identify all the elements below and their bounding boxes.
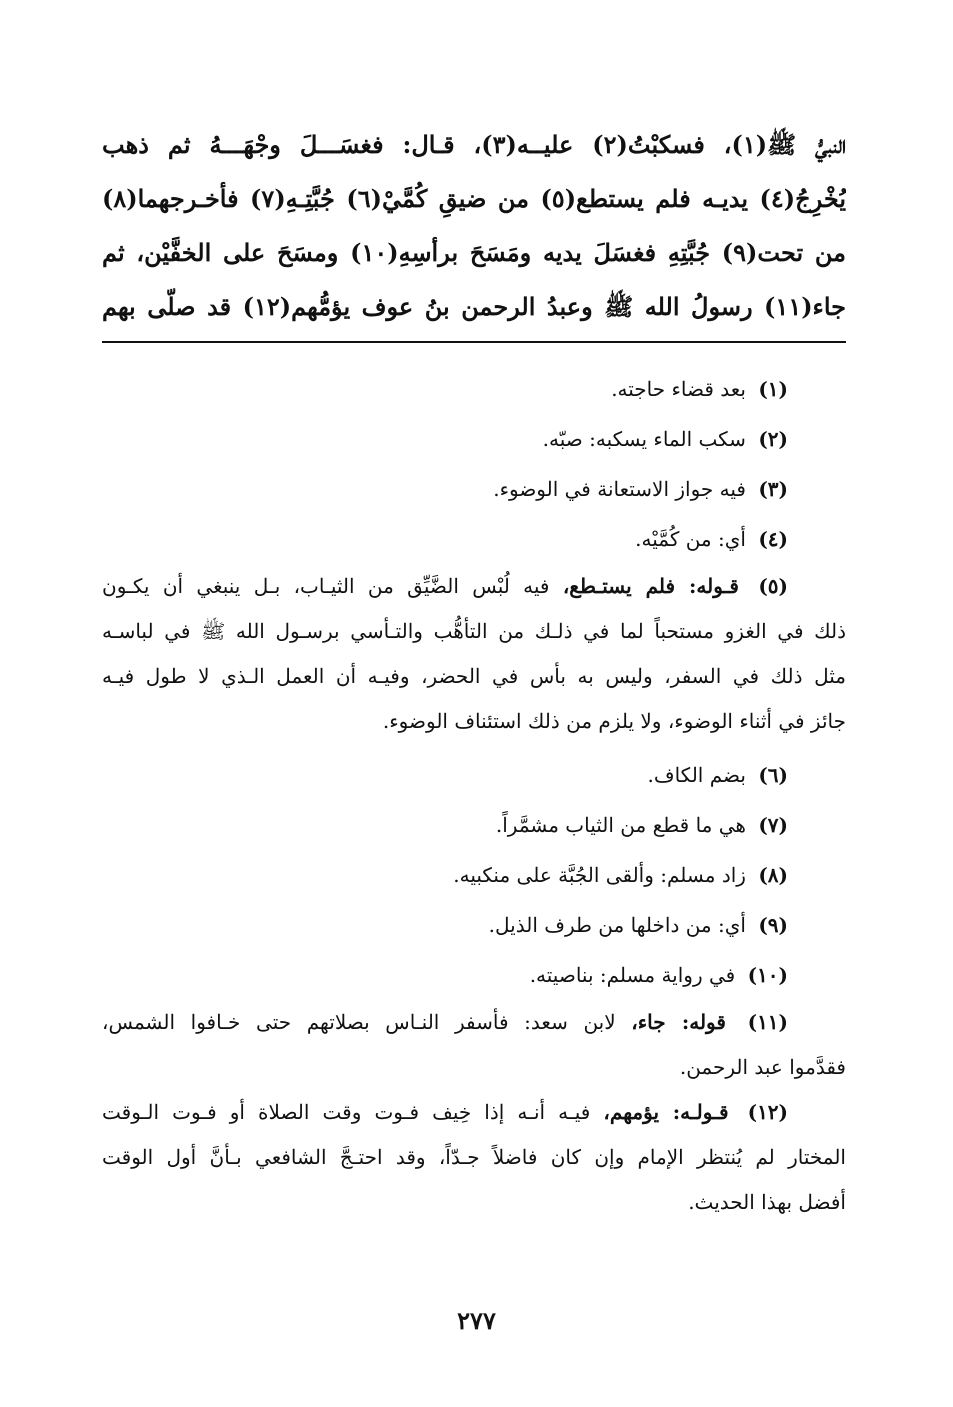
footnote-text: فيـه أنـه إذا خِيف فـوت وقت الصلاة أو فـوت الـوقت: [102, 1100, 591, 1124]
footnote-number: (١٢): [747, 1100, 789, 1124]
footnote-3: [102, 464, 846, 514]
footnote-5: [102, 564, 846, 744]
footnotes: [102, 364, 846, 1225]
footnote-text: بعد قضاء حاجته.: [611, 377, 746, 401]
footnote-line: جائز في أثناء الوضوء، ولا يلزم من ذلك استئناف الوضوء.: [382, 709, 846, 733]
footnote-number: (٥): [758, 574, 789, 598]
footnote-keyword: قـوله: فلم يستـطع،: [562, 574, 739, 598]
footnote-line: ذلك في الغزو مستحباً لما في ذلـك من التأهُّب والتـأسي برسـول الله ﷺ في لباسـه: [102, 619, 846, 643]
footnote-1: [102, 364, 846, 414]
footnote-text: أي: من كُمَّيْه.: [635, 527, 746, 551]
footnote-number: (١١): [747, 1010, 789, 1034]
footnote-number: (٦): [758, 763, 788, 787]
main-text: [102, 118, 846, 334]
footnote-text: فيه جواز الاستعانة في الوضوء.: [493, 477, 746, 501]
footnote-number: (٢): [758, 427, 788, 451]
footnote-keyword: قـولـه: يؤمهم،: [603, 1100, 729, 1124]
footnote-text: في رواية مسلم: بناصيته.: [529, 963, 736, 987]
footnote-divider: [102, 341, 846, 343]
footnote-number: (٩): [758, 913, 788, 937]
footnote-12: [102, 1090, 846, 1225]
footnote-text: لابن سعد: فأسفر النـاس بصلاتهم حتى خـافوا الشمس،: [102, 1010, 616, 1034]
footnote-number: (٣): [758, 477, 788, 501]
footnote-2: [102, 414, 846, 464]
footnote-text: بضم الكاف.: [647, 763, 746, 787]
footnote-line: فقدَّموا عبد الرحمن.: [679, 1055, 846, 1079]
footnote-8: [102, 850, 846, 900]
footnote-line: أفضل بهذا الحديث.: [688, 1190, 846, 1214]
main-line: من تحت(٩) جُبَّتِهِ فغسَلَ يديه ومَسَحَ برأسِهِ(١٠) ومسَحَ على الخفَّيْن، ثم: [102, 238, 846, 267]
footnote-keyword: قوله: جاء،: [631, 1010, 726, 1034]
footnote-text: فيه لُبْس الضَّيِّق من الثيـاب، بـل ينبغي أن يكـون: [102, 574, 550, 598]
footnote-number: (١٠): [747, 963, 788, 987]
footnote-text: هي ما قطع من الثياب مشمَّراً.: [495, 813, 746, 837]
main-line: جاء(١١) رسولُ الله ﷺ وعبدُ الرحمن بنُ عوف يؤمُّهم(١٢) قد صلّى بهم: [102, 292, 846, 321]
footnote-number: (١): [758, 377, 788, 401]
footnote-number: (٤): [758, 527, 788, 551]
main-line: النبيُّ ﷺ(١)، فسكبْتُ(٢) عليــه(٣)، قـال: فغسَـــلَ وجْهَـــهُ ثم ذهب: [102, 130, 846, 159]
footnote-number: (٧): [758, 813, 788, 837]
footnote-line: [102, 564, 846, 609]
main-line: يُخْرِجُ(٤) يديـه فلم يستطع(٥) من ضيقِ كُمَّيْ(٦) جُبَّتِـهِ(٧) فأخـرجهما(٨): [102, 184, 846, 213]
footnote-4: [102, 514, 846, 564]
footnote-text: زاد مسلم: وألقى الجُبَّة على منكبيه.: [453, 863, 746, 887]
footnote-9: [102, 900, 846, 950]
footnote-line: [102, 1090, 846, 1135]
footnote-line: [102, 1000, 846, 1045]
footnote-10: [102, 950, 846, 1000]
footnote-text: سكب الماء يسكبه: صبّه.: [542, 427, 746, 451]
footnote-number: (٨): [758, 863, 788, 887]
footnote-6: [102, 750, 846, 800]
footnote-7: [102, 800, 846, 850]
footnote-line: المختار لم يُنتظر الإمام وإن كان فاضلاً جـدّاً، وقد احتـجَّ الشافعي بـأنَّ أول الوقت: [102, 1145, 846, 1169]
footnote-line: مثل ذلك في السفر، وليس به بأس في الحضر، وفيـه أن العمل الـذي لا طول فيـه: [102, 664, 846, 688]
footnote-11: [102, 1000, 846, 1090]
page-number: ٢٧٧: [457, 1306, 496, 1335]
footnote-text: أي: من داخلها من طرف الذيل.: [488, 913, 746, 937]
